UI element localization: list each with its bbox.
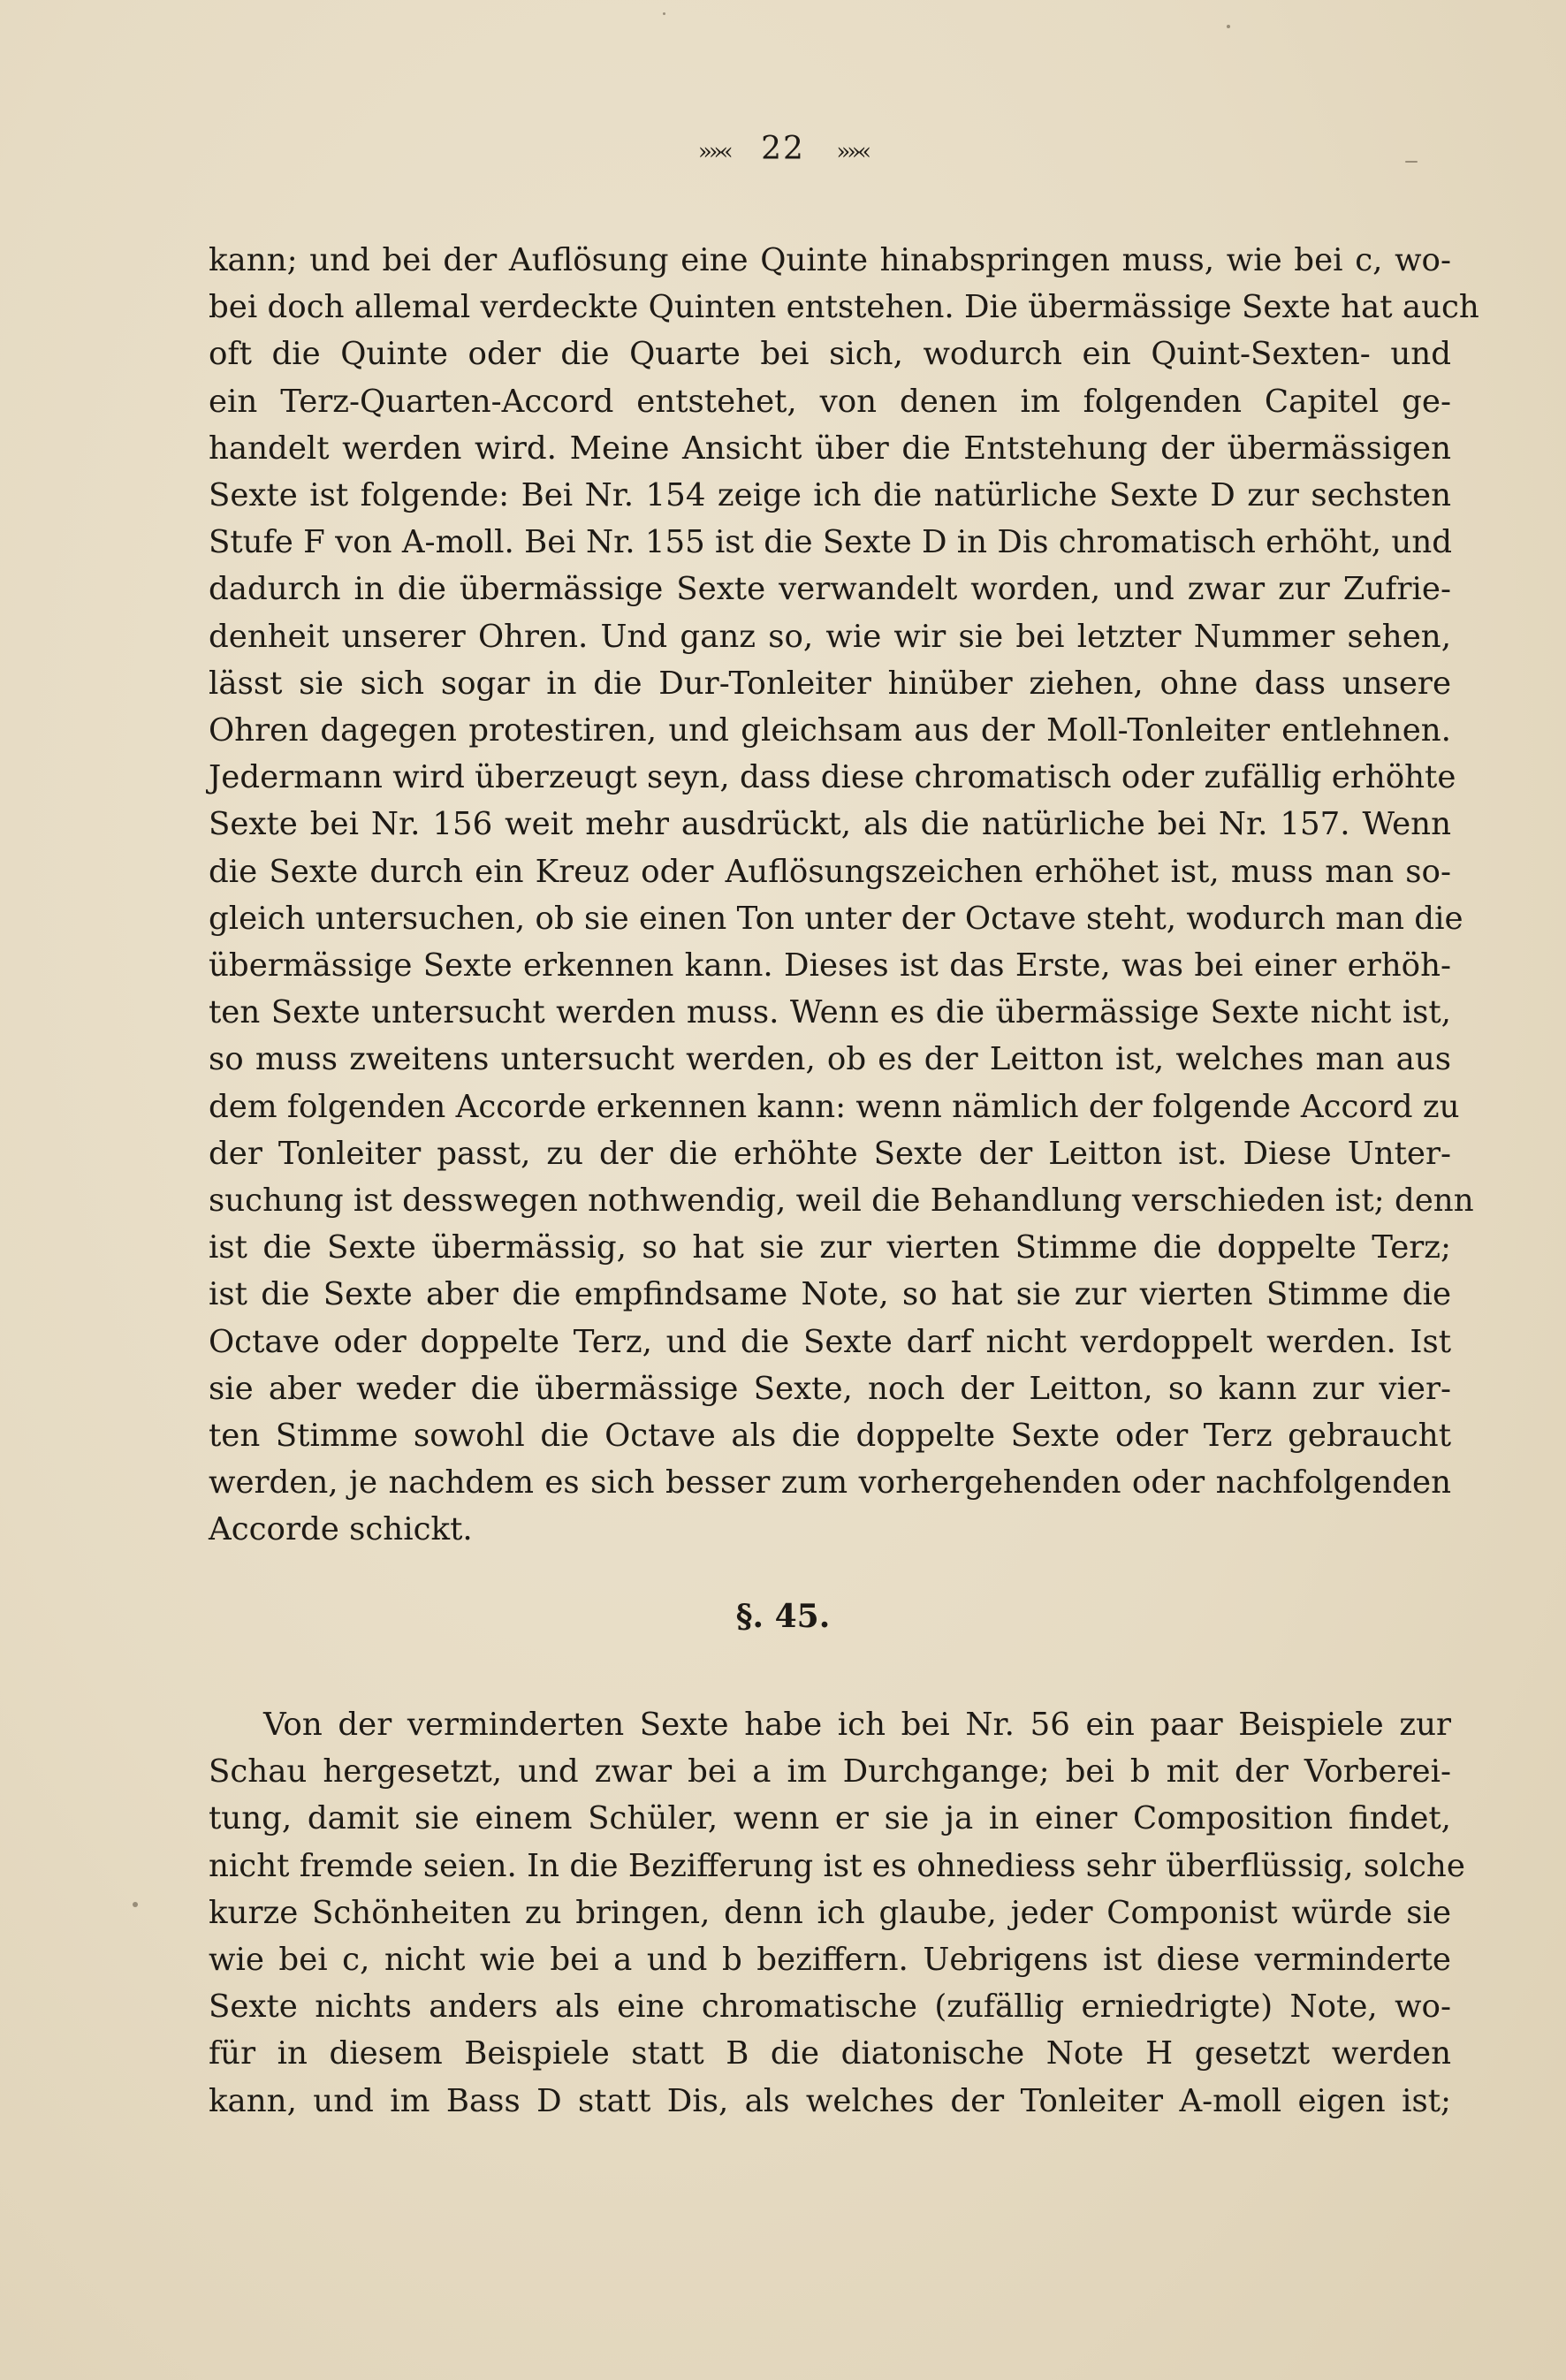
- text-line: denheit unserer Ohren. Und ganz so, wie wir sie bei letzter Nummer sehen,: [209, 618, 1451, 655]
- paper-speck: [663, 12, 665, 15]
- paper-speck: [133, 1902, 138, 1907]
- text-line: wie bei c, nicht wie bei a und b beziffern. Uebrigens ist diese verminderte: [209, 1942, 1451, 1979]
- text-line: so muss zweitens untersucht werden, ob es der Leitton ist, welches man aus: [209, 1041, 1451, 1078]
- text-line: die Sexte durch ein Kreuz oder Auflösungszeichen erhöhet ist, muss man so-: [209, 853, 1451, 890]
- text-line: ein Terz-Quarten-Accord entstehet, von denen im folgenden Capitel ge-: [209, 383, 1451, 420]
- text-line: Von der verminderten Sexte habe ich bei Nr. 56 ein paar Beispiele zur: [263, 1707, 1451, 1743]
- text-line: oft die Quinte oder die Quarte bei sich, wodurch ein Quint-Sexten- und: [209, 336, 1451, 373]
- text-line: kurze Schönheiten zu bringen, denn ich glaube, jeder Componist würde sie: [209, 1894, 1451, 1931]
- ornament-left-icon: »»«: [697, 139, 730, 165]
- text-line: ten Sexte untersucht werden muss. Wenn es die übermässige Sexte nicht ist,: [209, 994, 1451, 1031]
- text-line: bei doch allemal verdeckte Quinten entstehen. Die übermässige Sexte hat auch: [209, 289, 1479, 326]
- text-line: der Tonleiter passt, zu der die erhöhte Sexte der Leitton ist. Diese Unter-: [209, 1135, 1451, 1172]
- text-line: dadurch in die übermässige Sexte verwandelt worden, und zwar zur Zufrie-: [209, 571, 1451, 608]
- text-line: werden, je nachdem es sich besser zum vorhergehenden oder nachfolgenden: [209, 1464, 1451, 1502]
- text-line: Schau hergesetzt, und zwar bei a im Durchgange; bei b mit der Vorberei-: [209, 1753, 1451, 1791]
- text-line: lässt sie sich sogar in die Dur-Tonleiter hinüber ziehen, ohne dass unsere: [209, 665, 1451, 702]
- text-line: übermässige Sexte erkennen kann. Dieses ist das Erste, was bei einer erhöh-: [209, 947, 1451, 985]
- page-number: 22: [761, 131, 805, 167]
- text-line: kann, und im Bass D statt Dis, als welches der Tonleiter A-moll eigen ist;: [209, 2082, 1451, 2119]
- running-head: [0, 131, 1566, 167]
- text-line: nicht fremde seien. In die Bezifferung ist es ohnediess sehr überflüssig, solche: [209, 1847, 1465, 1884]
- text-line: tung, damit sie einem Schüler, wenn er sie ja in einer Composition findet,: [209, 1800, 1451, 1837]
- paper-speck: [1405, 161, 1418, 163]
- paragraph-2: [209, 1701, 1465, 2125]
- text-line: Sexte bei Nr. 156 weit mehr ausdrückt, als die natürliche bei Nr. 157. Wenn: [209, 806, 1451, 843]
- text-line: gleich untersuchen, ob sie einen Ton unter der Octave steht, wodurch man die: [209, 900, 1463, 937]
- text-line: Accorde schickt.: [209, 1511, 473, 1548]
- ornament-right-icon: »»«: [836, 139, 869, 165]
- section-heading: §. 45.: [735, 1598, 831, 1635]
- text-line: handelt werden wird. Meine Ansicht über die Entstehung der übermässigen: [209, 430, 1451, 467]
- text-line: sie aber weder die übermässige Sexte, noch der Leitton, so kann zur vier-: [209, 1370, 1451, 1407]
- paragraph-1: [209, 237, 1479, 1554]
- text-line: Octave oder doppelte Terz, und die Sexte darf nicht verdoppelt werden. Ist: [209, 1323, 1451, 1360]
- text-line: für in diesem Beispiele statt B die diatonische Note H gesetzt werden: [209, 2035, 1451, 2072]
- text-line: suchung ist desswegen nothwendig, weil die Behandlung verschieden ist; denn: [209, 1182, 1474, 1220]
- text-line: ist die Sexte aber die empfindsame Note, so hat sie zur vierten Stimme die: [209, 1276, 1451, 1313]
- text-line: Jedermann wird überzeugt seyn, dass diese chromatisch oder zufällig erhöhte: [209, 759, 1456, 796]
- text-line: Sexte ist folgende: Bei Nr. 154 zeige ich die natürliche Sexte D zur sechsten: [209, 477, 1451, 514]
- text-line: Stufe F von A-moll. Bei Nr. 155 ist die Sexte D in Dis chromatisch erhöht, und: [209, 524, 1453, 561]
- text-line: kann; und bei der Auflösung eine Quinte hinabspringen muss, wie bei c, wo-: [209, 242, 1451, 278]
- text-line: Sexte nichts anders als eine chromatische (zufällig erniedrigte) Note, wo-: [209, 1988, 1451, 2026]
- text-line: ist die Sexte übermässig, so hat sie zur vierten Stimme die doppelte Terz;: [209, 1229, 1451, 1266]
- paper-speck: [1227, 25, 1230, 28]
- text-line: ten Stimme sowohl die Octave als die doppelte Sexte oder Terz gebraucht: [209, 1418, 1451, 1455]
- text-line: dem folgenden Accorde erkennen kann: wenn nämlich der folgende Accord zu: [209, 1088, 1460, 1125]
- text-line: Ohren dagegen protestiren, und gleichsam aus der Moll-Tonleiter entlehnen.: [209, 712, 1451, 749]
